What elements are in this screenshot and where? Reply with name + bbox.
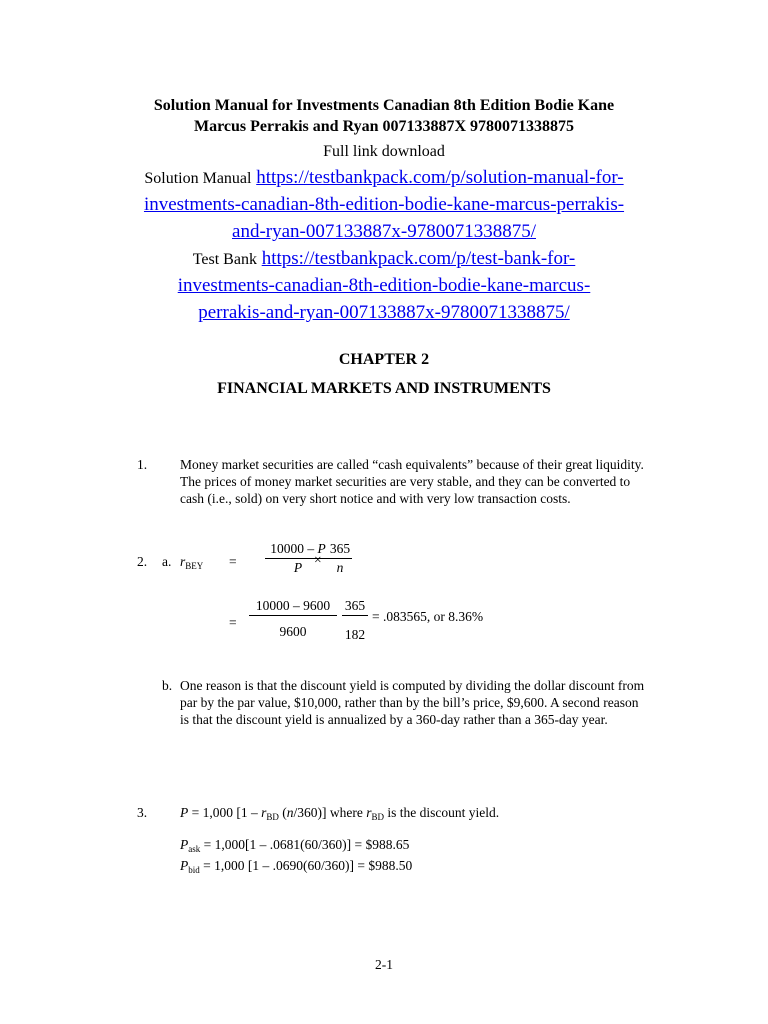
formula-part-4: is the discount yield. — [384, 805, 500, 820]
bid-calculation: = 1,000 [1 – .0690(60/360)] = $988.50 — [199, 858, 413, 873]
chapter-title: FINANCIAL MARKETS AND INSTRUMENTS — [217, 380, 551, 397]
r-bey-symbol — [180, 553, 203, 572]
solution-manual-line — [0, 164, 768, 191]
ask-subscript: ask — [188, 844, 201, 854]
bey-subscript: BEY — [185, 561, 204, 571]
q1-number: 1. — [137, 457, 148, 472]
solution-manual-link-line-2 — [0, 191, 768, 218]
p-variable: P — [180, 805, 189, 820]
r-variable: r — [180, 554, 186, 569]
numerator-constant: 10000 – — [270, 541, 318, 556]
fraction-4-numerator: 365 — [344, 598, 366, 613]
fraction-3-denominator: 9600 — [279, 624, 307, 639]
bid-subscript: bid — [188, 865, 200, 875]
document-title-line-2: Marcus Perrakis and Ryan 007133887X 9780071338875 — [193, 118, 575, 135]
solution-manual-link-cont-2[interactable]: and-ryan-007133887x-9780071338875/ — [232, 221, 536, 242]
bd-subscript: BD — [266, 812, 279, 822]
q3-formula — [180, 804, 499, 823]
page-number: 2-1 — [375, 957, 393, 972]
solution-manual-label: Solution Manual — [144, 170, 252, 187]
q2b-answer: One reason is that the discount yield is computed by dividing the dollar discount from par by the par value, $10,000, rather than by the bill’s price, $9,600. A second reason is that the discount yield is annualized by a 360-day rather than a 365-day year. — [180, 678, 645, 727]
r-variable-2: r — [366, 805, 372, 820]
fraction-2-numerator: 365 — [329, 541, 351, 556]
solution-manual-link-line-3 — [0, 218, 768, 245]
solution-manual-link[interactable]: https://testbankpack.com/p/solution-manual-for- — [256, 167, 624, 188]
q2-part-b: b. — [162, 678, 173, 693]
bd-subscript-2: BD — [371, 812, 385, 822]
solution-manual-link-cont-1[interactable]: investments-canadian-8th-edition-bodie-kane-marcus-perrakis- — [143, 194, 625, 215]
q2-part-a: a. — [162, 554, 172, 569]
fraction-2-denominator — [328, 559, 352, 576]
formula-part-3: /360)] where — [293, 805, 367, 820]
p-variable-ask: P — [180, 837, 189, 852]
fraction-4-denominator: 182 — [344, 627, 366, 642]
formula-part-2: ( — [278, 805, 287, 820]
n-variable: n — [286, 805, 294, 820]
q1-answer: Money market securities are called “cash equivalents” because of their great liquidity. The prices of money market securities are very stable, and they can be converted to cash (i.e., sold) on very short notice and with very low transaction costs. — [180, 457, 644, 506]
equals-sign-1: = — [229, 554, 237, 569]
q2-number: 2. — [137, 554, 148, 569]
test-bank-link-cont-1[interactable]: investments-canadian-8th-edition-bodie-kane-marcus- — [177, 275, 591, 296]
p-variable-bid: P — [180, 858, 189, 873]
fraction-4-bar — [342, 615, 368, 616]
chapter-number: CHAPTER 2 — [338, 351, 430, 368]
test-bank-link-line-3 — [0, 299, 768, 326]
test-bank-link[interactable]: https://testbankpack.com/p/test-bank-for- — [261, 248, 576, 269]
ask-price-equation — [180, 836, 409, 855]
n-variable: n — [336, 560, 344, 575]
formula-part-1: = 1,000 [1 – — [188, 805, 262, 820]
price-variable-denominator: P — [293, 560, 303, 575]
q3-number: 3. — [137, 805, 148, 820]
r-variable: r — [261, 805, 267, 820]
test-bank-line — [0, 245, 768, 272]
test-bank-link-line-2 — [0, 272, 768, 299]
test-bank-label: Test Bank — [192, 251, 257, 268]
q2a-result: = .083565, or 8.36% — [372, 609, 484, 624]
equals-sign-2: = — [229, 615, 237, 630]
document-title-line-1: Solution Manual for Investments Canadian 8th Edition Bodie Kane — [153, 97, 615, 114]
test-bank-link-cont-2[interactable]: perrakis-and-ryan-007133887x-9780071338875/ — [198, 302, 570, 323]
fraction-3-numerator: 10000 – 9600 — [255, 598, 331, 613]
times-sign: × — [314, 552, 322, 567]
ask-calculation: = 1,000[1 – .0681(60/360)] = $988.65 — [200, 837, 410, 852]
bid-price-equation — [180, 857, 412, 876]
fraction-3-bar — [249, 615, 337, 616]
price-variable: P — [317, 541, 326, 556]
full-link-label: Full link download — [323, 143, 445, 160]
